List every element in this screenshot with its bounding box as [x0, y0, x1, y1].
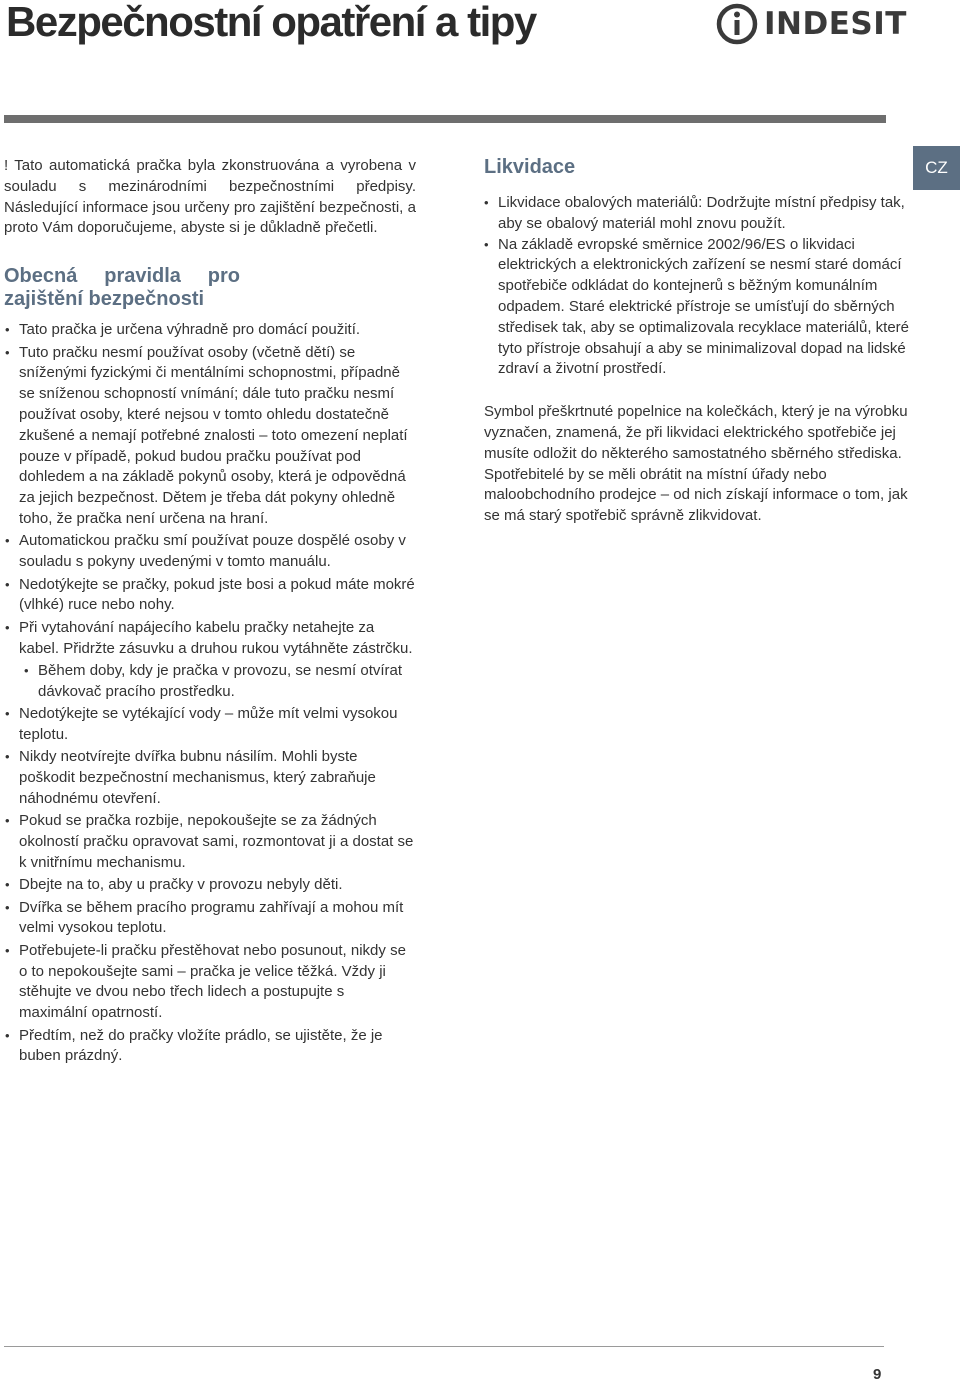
section-heading-safety-line2: zajištění bezpečnosti [4, 288, 205, 311]
safety-rules-list [4, 320, 416, 1067]
list-item: • Pokud se pračka rozbije, nepokoušejte se za žádných okolností pračku opravovat sami, rozmontovat ji a dostat se k vnitřnímu mechanismu. [4, 811, 416, 873]
list-item: • Likvidace obalových materiálů: Dodržujte místní předpisy tak, aby se obalový materiál mohl znovu použít. [484, 193, 912, 235]
list-item: • Dvířka se během pracího programu zahřívají a mohou mít velmi vysokou teplotu. [4, 898, 416, 940]
list-item: • Na základě evropské směrnice 2002/96/ES o likvidaci elektrických a elektronických zařízení se nesmí staré domácí spotřebiče odkládat do kontejnerů s běžným komunálním odpadem. Staré elektrické přístroje se umísťují do sběrných středisek tak, aby se optimalizovala recyklace materiálů, které tyto přístroje obsahují a aby se minimalizoval dopad na lidské zdraví a životní prostředí. [484, 235, 912, 381]
weee-symbol-paragraph: Symbol přeškrtnuté popelnice na kolečkách, který je na výrobku vyznačen, znamená, že při likvidaci elektrického spotřebiče jej musíte odložit do některého samostatného sběrného střediska. Spotřebitelé by se měli obrátit na místní úřady nebo maloobchodního prodejce – od nich získají informace o tom, jak se má starý spotřebič správně zlikvidovat. [484, 403, 908, 525]
list-item: • Potřebujete-li pračku přestěhovat nebo posunout, nikdy se o to nepokoušejte sami – pračka je velice těžká. Vždy ji stěhujte ve dvou nebo třech lidech a postupujte s maximální opatrností. [4, 941, 416, 1024]
list-item: • Nedotýkejte se pračky, pokud jste bosi a pokud máte mokré (vlhké) ruce nebo nohy. [4, 575, 416, 617]
list-item: • Během doby, kdy je pračka v provozu, se nesmí otvírat dávkovač pracího prostředku. [4, 661, 416, 703]
language-tab: CZ [913, 146, 960, 190]
header-divider [4, 115, 886, 123]
list-item: • Při vytahování napájecího kabelu pračky netahejte za kabel. Přidržte zásuvku a druhou rukou vytáhněte zástrčku. [4, 618, 416, 660]
list-item: • Dbejte na to, aby u pračky v provozu nebyly děti. [4, 875, 416, 896]
list-item: • Předtím, než do pračky vložíte prádlo, se ujistěte, že je buben prázdný. [4, 1026, 416, 1068]
list-item: • Tato pračka je určena výhradně pro domácí použití. [4, 320, 416, 341]
section-heading-safety: Obecná pravidla pro [4, 265, 240, 288]
page-number: 9 [873, 1366, 882, 1383]
list-item: • Nedotýkejte se vytékající vody – může mít velmi vysokou teplotu. [4, 704, 416, 746]
page-title: Bezpečnostní opatření a tipy [6, 0, 536, 45]
footer-divider [4, 1346, 884, 1347]
brand-name: INDESIT [764, 6, 907, 42]
disposal-list [484, 193, 912, 380]
brand-logo [716, 2, 907, 46]
left-column [4, 156, 416, 1069]
list-item: • Nikdy neotvírejte dvířka bubnu násilím. Mohli byste poškodit bezpečnostní mechanismus, který zabraňuje náhodnému otevření. [4, 747, 416, 809]
indesit-logo-icon [716, 3, 758, 45]
right-column [484, 156, 912, 527]
list-item: • Tuto pračku nesmí používat osoby (včetně dětí) se sníženými fyzickými či mentálními schopnostmi, případně se sníženou schopností vnímání; dále tuto pračku nesmí používat osoby, které nejsou v tomto ohledu dostatečně zkušené a nemají potřebné znalosti – toto omezení neplatí pouze v případě, pokud budou pračku používat pod dohledem a na základě pokynů osoby, která je odpovědná za jejich bezpečnost. Dětem je třeba dát pokyny ohledně toho, že pračka není určena na hraní. [4, 343, 416, 530]
section-heading-disposal: Likvidace [484, 156, 576, 178]
list-item: • Automatickou pračku smí používat pouze dospělé osoby v souladu s pokyny uvedenými v tomto manuálu. [4, 531, 416, 573]
intro-paragraph: ! Tato automatická pračka byla zkonstruována a vyrobena v souladu s mezinárodními bezpečnostními předpisy. Následující informace jsou určeny pro zajištění bezpečnosti, a proto Vám doporučujeme, abyste si je důkladně přečetli. [4, 157, 416, 237]
